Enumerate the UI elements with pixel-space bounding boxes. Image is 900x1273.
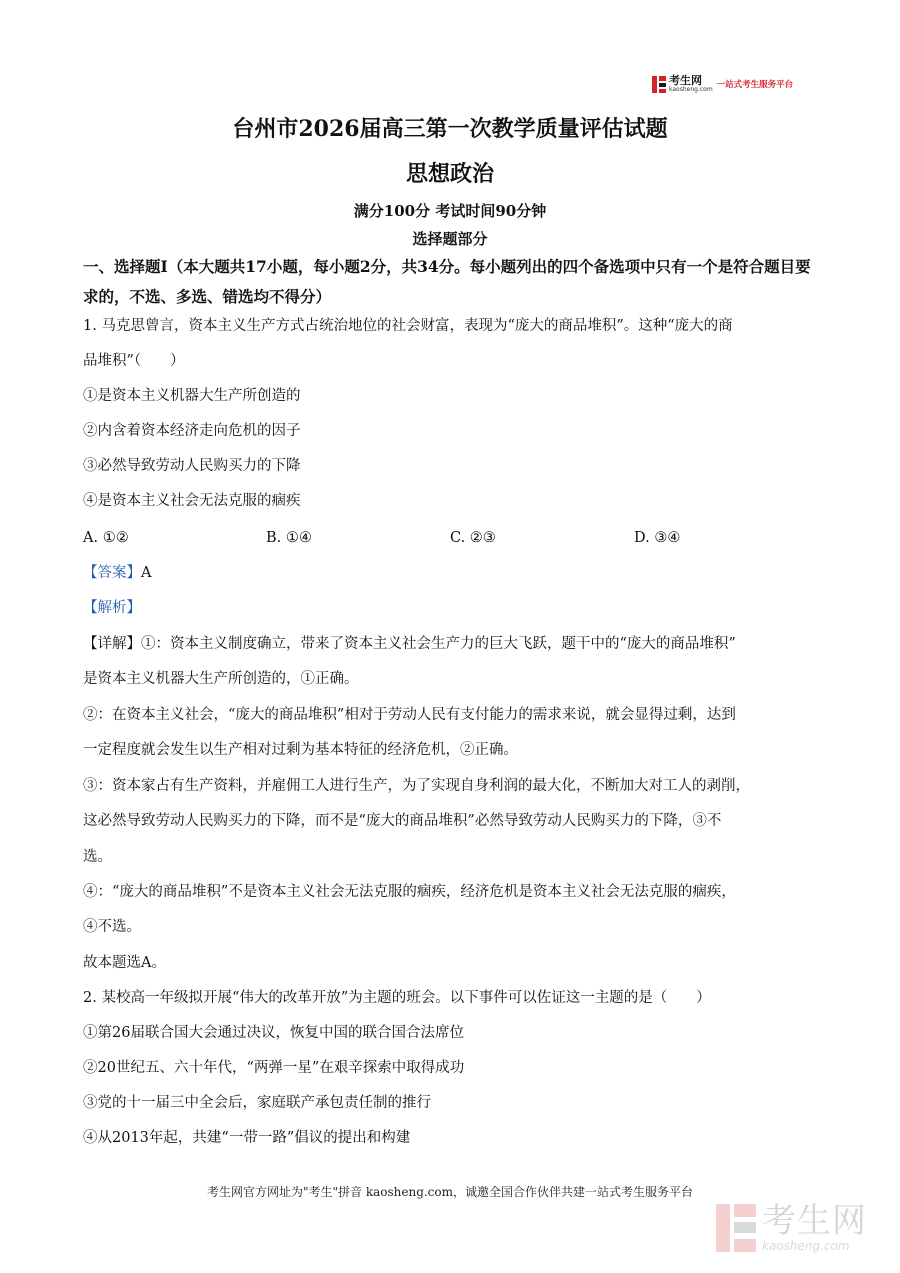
watermark-name: 考生网 (762, 1201, 867, 1241)
q1-detail-line7: 选。 (83, 849, 112, 865)
q1-statement-3: ③必然导致劳动人民购买力的下降 (83, 458, 301, 474)
kaosheng-logo-icon (652, 75, 666, 94)
q2-statement-1: ①第26届联合国大会通过决议，恢复中国的联合国合法席位 (83, 1025, 464, 1041)
watermark (716, 1202, 867, 1254)
exam-part: 选择题部分 (412, 230, 488, 248)
q2-statement-2: ②20世纪五、六十年代，“两弹一星”在艰辛探索中取得成功 (83, 1060, 465, 1076)
q1-detail-line6: 这必然导致劳动人民购买力的下降，而不是“庞大的商品堆积”必然导致劳动人民购买力的下降，③不 (83, 813, 722, 829)
q1-detail-line8: ④：“庞大的商品堆积”不是资本主义社会无法克服的痼疾，经济危机是资本主义社会无法克服的痼疾， (83, 884, 736, 900)
exam-title: 台州市2026届高三第一次教学质量评估试题 (232, 116, 668, 142)
q1-option-d: D. ③④ (634, 530, 681, 546)
watermark-domain: kaosheng.com (762, 1239, 850, 1253)
kaosheng-logo (652, 73, 793, 95)
q1-detail-line5: ③：资本家占有生产资料，并雇佣工人进行生产，为了实现自身利润的最大化，不断加大对工人的剥削， (83, 778, 750, 794)
logo-slogan: 一站式考生服务平台 (716, 80, 794, 90)
q1-statement-4: ④是资本主义社会无法克服的痼疾 (83, 493, 301, 509)
q1-stem-line1: 1. 马克思曾言，资本主义生产方式占统治地位的社会财富，表现为“庞大的商品堆积”。这种“庞大的商 (83, 318, 733, 334)
section-heading: 一、选择题Ⅰ（本大题共17小题，每小题2分，共34分。每小题列出的四个备选项中只有一个是符合题目要求的，不选、多选、错选均不得分） (83, 257, 811, 306)
q1-detail-line9: ④不选。 (83, 919, 141, 935)
exam-subject: 思想政治 (405, 161, 494, 187)
answer-value: A (141, 565, 152, 581)
logo-name: 考生网 (669, 74, 702, 87)
q2-stem: 2. 某校高一年级拟开展“伟大的改革开放”为主题的班会。以下事件可以佐证这一主题的是（ ） (83, 990, 711, 1006)
q1-detail-line4: 一定程度就会发生以生产相对过剩为基本特征的经济危机，②正确。 (83, 742, 518, 758)
q1-detail-line1: 【详解】①：资本主义制度确立，带来了资本主义社会生产力的巨大飞跃，题干中的“庞大的商品堆积” (83, 636, 736, 652)
q2-statement-4: ④从2013年起，共建“一带一路”倡议的提出和构建 (83, 1130, 411, 1146)
q1-statement-2: ②内含着资本经济走向危机的因子 (83, 423, 301, 439)
watermark-logo-icon (716, 1202, 756, 1254)
analysis-label: 【解析】 (83, 600, 141, 616)
q1-detail-line2: 是资本主义机器大生产所创造的，①正确。 (83, 671, 359, 687)
q1-conclusion: 故本题选A。 (83, 955, 166, 971)
q1-stem-line2: 品堆积”（ ） (83, 353, 185, 369)
q2-statement-3: ③党的十一届三中全会后，家庭联产承包责任制的推行 (83, 1095, 431, 1111)
logo-domain: kaosheng.com (669, 86, 713, 93)
q1-option-b: B. ①④ (266, 530, 312, 546)
q1-detail-line3: ②：在资本主义社会，“庞大的商品堆积”相对于劳动人民有支付能力的需求来说，就会显得过剩，达到 (83, 707, 736, 723)
q1-answer (83, 563, 151, 583)
answer-label: 【答案】 (83, 565, 141, 581)
q1-option-a: A. ①② (83, 530, 129, 546)
q1-statement-1: ①是资本主义机器大生产所创造的 (83, 388, 301, 404)
q1-option-c: C. ②③ (450, 530, 496, 546)
page-footer: 考生网官方网址为"考生"拼音 kaosheng.com，诚邀全国合作伙伴共建一站式考生服务平台 (206, 1185, 694, 1199)
exam-info: 满分100分 考试时间90分钟 (353, 202, 547, 220)
